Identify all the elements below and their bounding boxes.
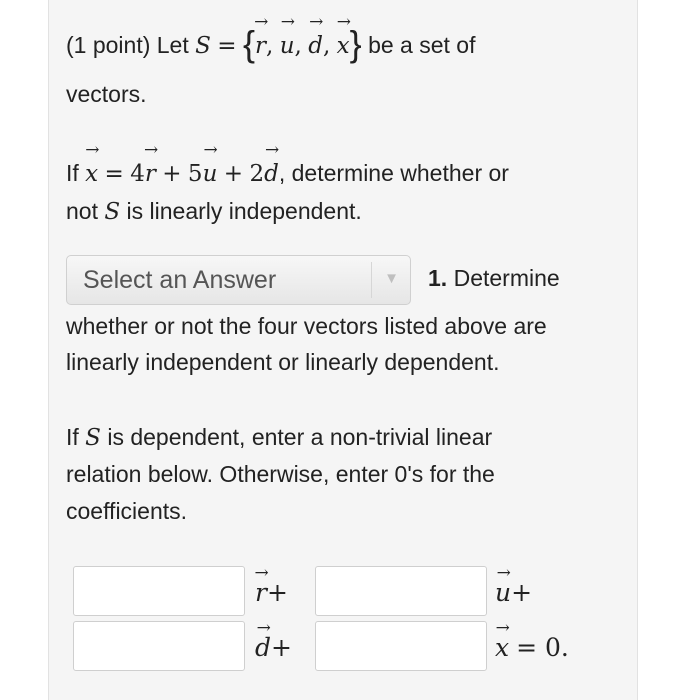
part2-line2: relation below. Otherwise, enter 0's for the (66, 461, 495, 487)
part1-line3: linearly independent or linearly dependent. (66, 349, 500, 375)
vector-u-term: → u (495, 578, 511, 608)
coefficient-r-input[interactable] (73, 566, 245, 616)
vector-x-q: → x (85, 155, 98, 193)
part1-number: 1. (428, 265, 448, 291)
select-divider (371, 262, 372, 298)
question-line-2 (66, 192, 362, 231)
term-d-label (255, 633, 292, 663)
set-symbol: S (195, 33, 211, 59)
part2-line1-row (66, 418, 492, 457)
vector-d-q: → d (264, 155, 279, 193)
points-label: (1 point) (66, 32, 151, 58)
coeff-u: 5 (187, 161, 203, 187)
term-x-label (495, 633, 569, 663)
coeff-r: 4 (130, 161, 145, 187)
part1-line3-row (66, 343, 499, 381)
right-brace: } (349, 23, 362, 64)
part2-post: is dependent, enter a non-trivial linear (107, 424, 493, 450)
term-r-label (255, 578, 288, 608)
vector-u: → u (280, 27, 295, 65)
part1-line1: Determine (453, 265, 560, 291)
coefficient-u-input[interactable] (315, 566, 487, 616)
vector-d: → d (308, 27, 323, 65)
coefficient-x-input[interactable] (315, 621, 487, 671)
set-symbol-p2: S (85, 425, 101, 451)
equals-sign: = (217, 33, 237, 59)
if-text: If (66, 160, 79, 186)
intro-line-2 (66, 75, 147, 113)
vector-r-term: → r (255, 578, 267, 608)
question-post: is linearly independent. (126, 198, 362, 224)
term-u-label (495, 578, 532, 608)
part1-line2: whether or not the four vectors listed above are (66, 313, 547, 339)
set-symbol-q: S (104, 199, 121, 225)
left-brace: { (242, 23, 255, 64)
plus-1: + (162, 161, 182, 187)
intro-line: (1 point) Let S = {→ r, → u, → d, → x} be a set of (66, 25, 476, 65)
vector-r: → r (255, 27, 266, 65)
part2-pre: If (66, 424, 79, 450)
part2-line2-row (66, 455, 495, 493)
vector-x-term: → x (495, 633, 509, 663)
part1-line2-row (66, 307, 547, 345)
answer-select-value: Select an Answer (83, 266, 277, 294)
coeff-d: 2 (249, 161, 265, 187)
intro-tail: be a set of (368, 32, 476, 58)
answer-select[interactable] (66, 255, 411, 305)
plus-r: + (266, 578, 288, 607)
question-line (66, 154, 509, 193)
vector-r-q: → r (145, 155, 156, 193)
part2-line3: coefficients. (66, 498, 188, 524)
plus-d: + (271, 633, 292, 662)
intro-tail-2: vectors. (66, 81, 147, 107)
question-pre: not (66, 198, 98, 224)
relation-end: = 0. (516, 633, 569, 662)
part1-heading (428, 259, 560, 297)
let-text: Let (156, 32, 189, 58)
question-tail: , determine whether or (278, 160, 509, 186)
vector-d-term: → d (255, 633, 271, 663)
coefficient-d-input[interactable] (73, 621, 245, 671)
part2-line3-row (66, 492, 187, 530)
equals-sign-q: = (104, 161, 124, 187)
plus-2: + (223, 161, 244, 187)
vector-x: → x (337, 27, 350, 65)
vector-u-q: → u (203, 155, 218, 193)
plus-u: + (511, 578, 533, 607)
chevron-down-icon: ▼ (384, 270, 399, 287)
